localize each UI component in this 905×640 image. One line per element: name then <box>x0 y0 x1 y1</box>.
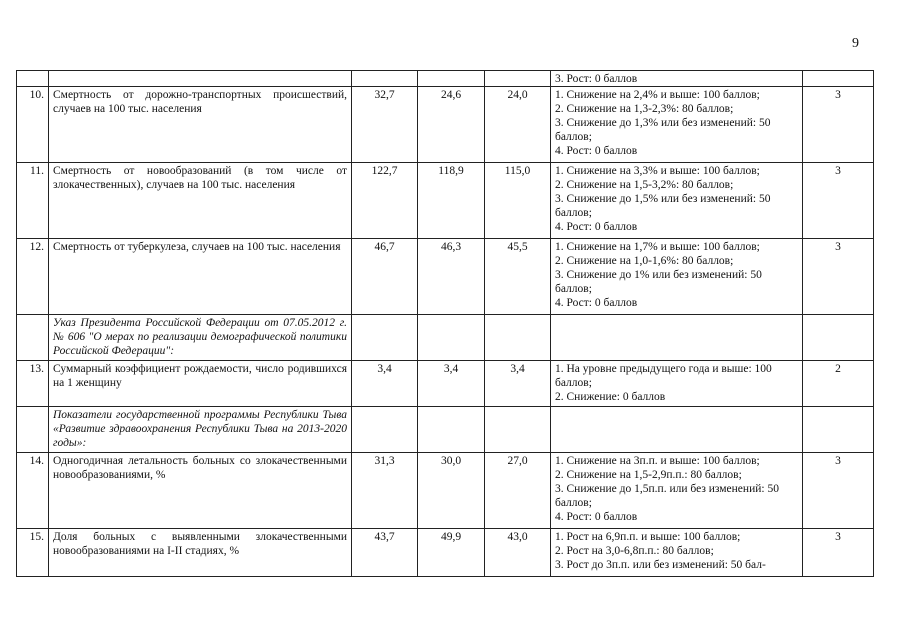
value-1: 43,7 <box>352 529 418 577</box>
table-row <box>17 239 874 315</box>
section-title-program: Показатели государственной программы Республики Тыва «Развитие здравоохранения Республики Тыва на 2013-2020 годы»: <box>49 407 352 453</box>
criteria-cell <box>551 163 803 239</box>
criteria-cell <box>551 71 803 87</box>
criteria-line: 1. Рост на 6,9п.п. и выше: 100 баллов; <box>555 531 741 543</box>
value-1: 46,7 <box>352 239 418 315</box>
value-1: 3,4 <box>352 361 418 407</box>
criteria-line: 1. Снижение на 3,3% и выше: 100 баллов; <box>555 165 760 177</box>
section-row <box>17 315 874 361</box>
indicator-name: Смертность от дорожно-транспортных происшествий, случаев на 100 тыс. населения <box>49 87 352 163</box>
indicator-name: Суммарный коэффициент рождаемости, число родившихся на 1 женщину <box>49 361 352 407</box>
table-row <box>17 71 874 87</box>
table-row <box>17 361 874 407</box>
value-3: 27,0 <box>485 453 551 529</box>
criteria-line: 2. Снижение на 1,0-1,6%: 80 баллов; <box>555 255 734 267</box>
indicator-name: Одногодичная летальность больных со злокачественными новообразованиями, % <box>49 453 352 529</box>
section-row <box>17 407 874 453</box>
criteria-line: 4. Рост: 0 баллов <box>555 221 638 233</box>
criteria-line: 3. Снижение до 1% или без изменений: 50 баллов; <box>555 269 762 295</box>
value-1: 31,3 <box>352 453 418 529</box>
weight: 3 <box>803 239 874 315</box>
table-row <box>17 453 874 529</box>
row-number: 14. <box>17 453 49 529</box>
value-2: 118,9 <box>418 163 485 239</box>
criteria-line: 2. Снижение на 1,3-2,3%: 80 баллов; <box>555 103 734 115</box>
value-2: 49,9 <box>418 529 485 577</box>
criteria-line: 4. Рост: 0 баллов <box>555 145 638 157</box>
criteria-line: 2. Рост на 3,0-6,8п.п.: 80 баллов; <box>555 545 714 557</box>
row-number: 12. <box>17 239 49 315</box>
value-3: 3,4 <box>485 361 551 407</box>
criteria-cell <box>551 529 803 577</box>
criteria-cell <box>551 239 803 315</box>
criteria-line: 1. Снижение на 1,7% и выше: 100 баллов; <box>555 241 760 253</box>
criteria-cell <box>551 453 803 529</box>
criteria-line: 4. Рост: 0 баллов <box>555 297 638 309</box>
value-3: 43,0 <box>485 529 551 577</box>
criteria-line: 3. Снижение до 1,3% или без изменений: 50 баллов; <box>555 117 771 143</box>
value-1: 32,7 <box>352 87 418 163</box>
criteria-cell <box>551 87 803 163</box>
criteria-line: 2. Снижение: 0 баллов <box>555 391 666 403</box>
weight: 2 <box>803 361 874 407</box>
value-2: 30,0 <box>418 453 485 529</box>
value-2: 46,3 <box>418 239 485 315</box>
weight: 3 <box>803 453 874 529</box>
criteria-line: 3. Рост: 0 баллов <box>555 73 638 85</box>
table-row <box>17 529 874 577</box>
row-number: 11. <box>17 163 49 239</box>
value-2: 24,6 <box>418 87 485 163</box>
value-3: 45,5 <box>485 239 551 315</box>
indicators-table <box>16 70 874 577</box>
weight: 3 <box>803 529 874 577</box>
row-number: 15. <box>17 529 49 577</box>
criteria-line: 1. Снижение на 3п.п. и выше: 100 баллов; <box>555 455 760 467</box>
indicator-name: Смертность от туберкулеза, случаев на 100 тыс. населения <box>49 239 352 315</box>
row-number: 10. <box>17 87 49 163</box>
value-3: 115,0 <box>485 163 551 239</box>
criteria-line: 2. Снижение на 1,5-3,2%: 80 баллов; <box>555 179 734 191</box>
value-3: 24,0 <box>485 87 551 163</box>
page-number: 9 <box>852 36 859 51</box>
section-title-decree: Указ Президента Российской Федерации от 07.05.2012 г. № 606 "О мерах по реализации демографической политики Российской Федерации": <box>49 315 352 361</box>
criteria-line: 3. Рост до 3п.п. или без изменений: 50 бал- <box>555 559 766 571</box>
table-row <box>17 87 874 163</box>
indicator-name: Смертность от новообразований (в том числе от злокачественных), случаев на 100 тыс. населения <box>49 163 352 239</box>
weight: 3 <box>803 87 874 163</box>
criteria-line: 3. Снижение до 1,5п.п. или без изменений: 50 баллов; <box>555 483 779 509</box>
value-2: 3,4 <box>418 361 485 407</box>
weight: 3 <box>803 163 874 239</box>
criteria-line: 1. Снижение на 2,4% и выше: 100 баллов; <box>555 89 760 101</box>
table-row <box>17 163 874 239</box>
criteria-line: 4. Рост: 0 баллов <box>555 511 638 523</box>
criteria-cell <box>551 361 803 407</box>
criteria-line: 1. На уровне предыдущего года и выше: 100 баллов; <box>555 363 772 389</box>
row-number: 13. <box>17 361 49 407</box>
indicator-name: Доля больных с выявленными злокачественными новообразованиями на I-II стадиях, % <box>49 529 352 577</box>
criteria-line: 2. Снижение на 1,5-2,9п.п.: 80 баллов; <box>555 469 742 481</box>
value-1: 122,7 <box>352 163 418 239</box>
criteria-line: 3. Снижение до 1,5% или без изменений: 50 баллов; <box>555 193 771 219</box>
